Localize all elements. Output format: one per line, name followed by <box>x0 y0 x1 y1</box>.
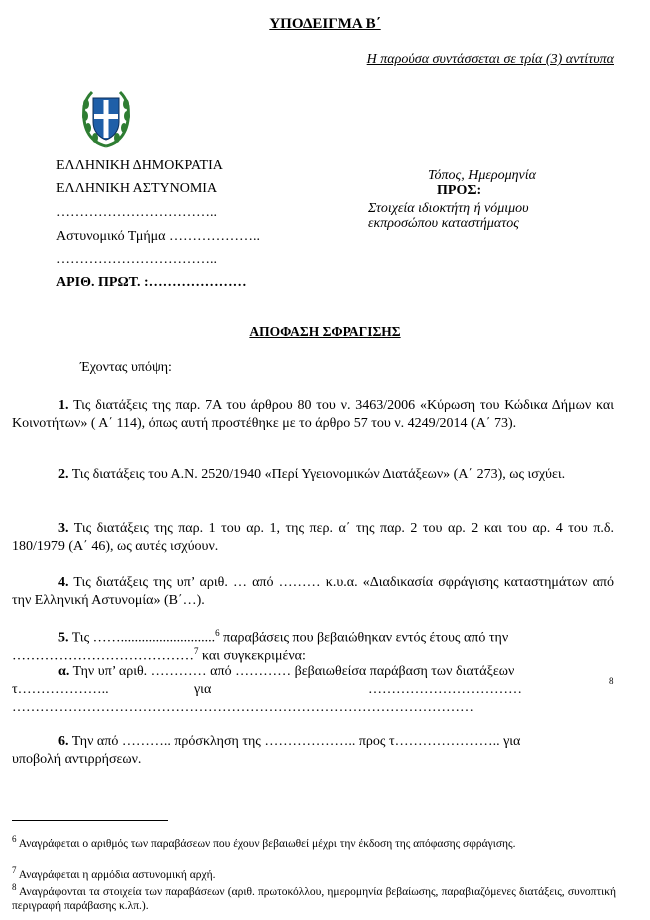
clause-5-line-2 <box>12 646 306 665</box>
clause-text: Τις διατάξεις της υπ’ αριθ. … από ……… κ.υ.α. «Διαδικασία σφράγισης καταστημάτων από την Ελληνική Αστυνομία» (Β΄…). <box>12 575 614 608</box>
clause-number: 1. <box>58 398 69 413</box>
recipient-line-2: εκπροσώπου καταστήματος <box>368 216 519 231</box>
clause-number: 4. <box>58 575 69 590</box>
clause-6-text: Την από ……….. πρόσκληση της ……………….. προς τ………………….. για <box>71 734 521 749</box>
issuer-blank-2: …………………………….. <box>56 252 217 267</box>
clause-5a-for: για <box>194 682 212 697</box>
clause-number: 3. <box>58 521 69 536</box>
recipient-line-1: Στοιχεία ιδιοκτήτη ή νόμιμου <box>368 201 529 216</box>
footnote-ref-7: 7 <box>194 646 199 656</box>
clause-5-authority-blank: ………………………………… <box>12 648 194 664</box>
copies-note: Η παρούσα συντάσσεται σε τρία (3) αντίτυπα <box>366 52 614 67</box>
clause-number: 6. <box>58 734 69 749</box>
issuer-police-department: Αστυνομικό Τμήμα ……………….. <box>56 229 261 244</box>
clause-1 <box>12 397 614 433</box>
footnote-8 <box>12 880 616 913</box>
footnote-separator <box>12 820 168 821</box>
intro-text: Έχοντας υπόψη: <box>80 360 172 375</box>
clause-6-line-2: υποβολή αντιρρήσεων. <box>12 752 142 767</box>
clause-5a-line <box>58 664 614 680</box>
clause-5a-dotted-line: ……………………………………………………………………………………… <box>12 700 474 715</box>
clause-text: Τις διατάξεις του Α.Ν. 2520/1940 «Περί Υγειονομικών Διατάξεων» (Α΄ 273), ως ισχύει. <box>71 467 566 482</box>
clause-5-specifically: και συγκεκριμένα: <box>198 648 306 664</box>
clause-text: Τις διατάξεις της παρ. 7Α του άρθρου 80 του ν. 3463/2006 «Κύρωση του Κώδικα Δήμων και Κοινοτήτων» ( Α΄ 114), όπως αυτή προστέθηκε με το άρθρο 57 του ν. 4249/2014 (Α΄ 73). <box>12 398 614 431</box>
issuer-line-republic: ΕΛΛΗΝΙΚΗ ΔΗΜΟΚΡΑΤΙΑ <box>56 158 223 173</box>
coat-of-arms-icon <box>78 88 134 150</box>
footnote-text: Αναγράφεται ο αριθμός των παραβάσεων που έχουν βεβαιωθεί μέχρι την έκδοση της απόφασης σφράγισης. <box>18 837 516 850</box>
footnote-ref-8: 8 <box>609 676 614 686</box>
clause-6-line-1 <box>58 734 520 750</box>
document-title: ΥΠΟΔΕΙΓΜΑ Β΄ <box>269 16 381 32</box>
clause-number: 5. <box>58 630 69 646</box>
footnote-mark: 8 <box>12 882 17 892</box>
sub-item-text: Την υπ’ αριθ. ………… από ………… βεβαιωθείσα παράβαση των διατάξεων <box>72 664 515 679</box>
footnote-mark: 6 <box>12 834 17 844</box>
clause-5a-target: τ……………….. <box>12 682 109 697</box>
clause-number: 2. <box>58 467 69 482</box>
clause-5-line-1 <box>58 628 508 647</box>
clause-5-blank: Τις ……........................... <box>71 630 216 646</box>
decision-title: ΑΠΟΦΑΣΗ ΣΦΡΑΓΙΣΗΣ <box>249 324 401 339</box>
clause-4 <box>12 574 614 610</box>
footnote-7 <box>12 863 616 882</box>
footnote-6 <box>12 832 616 851</box>
footnote-mark: 7 <box>12 865 17 875</box>
clause-text: Τις διατάξεις της παρ. 1 του αρ. 1, της περ. α΄ της παρ. 2 του αρ. 2 και του αρ. 4 του π.δ. 180/1979 (Α΄ 46), ως αυτές ισχύουν. <box>12 521 614 554</box>
footnote-text: Αναγράφονται τα στοιχεία των παραβάσεων (αριθ. πρωτοκόλλου, ημερομηνία βεβαίωσης, παραβιαζόμενες διατάξεις, συνοπτική περιγραφή παράβασης κ.λπ.). <box>12 885 617 912</box>
clause-5a-blank: …………………………… <box>368 682 522 697</box>
to-label: ΠΡΟΣ: <box>437 183 482 198</box>
issuer-blank-1: …………………………….. <box>56 205 217 220</box>
clause-3 <box>12 520 614 556</box>
footnote-ref-6: 6 <box>215 628 220 638</box>
footnote-text: Αναγράφεται η αρμόδια αστυνομική αρχή. <box>18 868 216 881</box>
clause-2 <box>12 466 614 484</box>
protocol-number: ΑΡΙΘ. ΠΡΩΤ. :………………… <box>56 275 247 290</box>
clause-5-text: παραβάσεις που βεβαιώθηκαν εντός έτους από την <box>219 630 509 646</box>
issuer-line-police: ΕΛΛΗΝΙΚΗ ΑΣΤΥΝΟΜΙΑ <box>56 181 218 196</box>
sub-item-label: α. <box>58 664 70 679</box>
place-date: Τόπος, Ημερομηνία <box>428 168 537 183</box>
